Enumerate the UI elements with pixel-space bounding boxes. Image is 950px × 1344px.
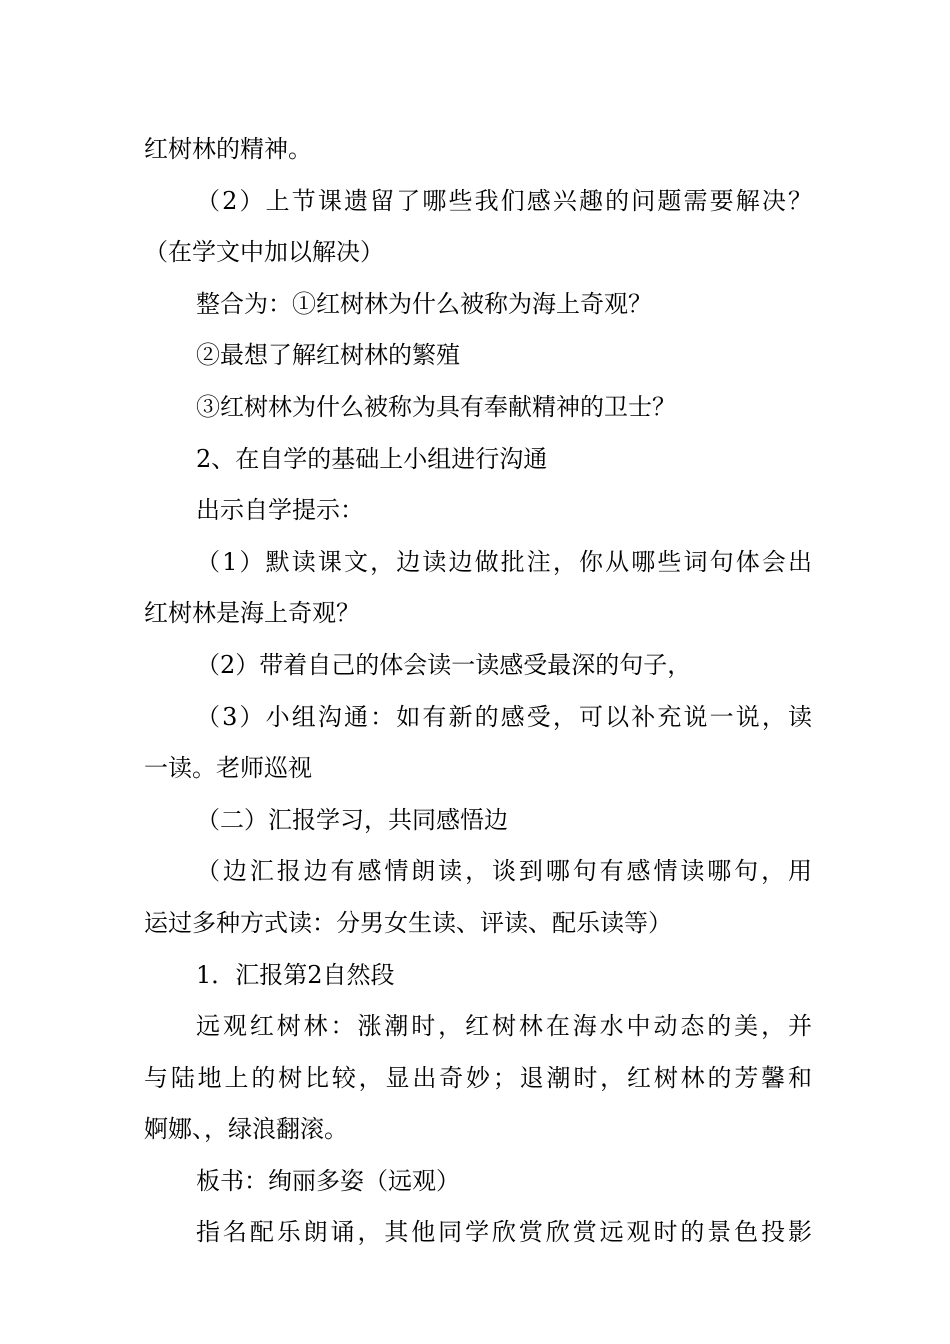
text-line: 与陆地上的树比较，显出奇妙；退潮时，红树林的芳馨和	[144, 1063, 812, 1092]
text-line: 1．汇报第2自然段	[196, 960, 395, 989]
text-line: 远观红树林：涨潮时，红树林在海水中动态的美，并	[196, 1012, 812, 1041]
text-line: ③红树林为什么被称为具有奉献精神的卫士？	[196, 392, 676, 421]
text-line: 婀娜、，绿浪翻滚。	[144, 1115, 348, 1144]
body-text	[144, 124, 812, 1259]
text-line: （边汇报边有感情朗读，谈到哪句有感情读哪句，用	[196, 857, 812, 886]
text-line: （2）带着自己的体会读一读感受最深的句子，	[196, 650, 692, 679]
text-line: 板书：绚丽多姿（远观）	[196, 1166, 460, 1195]
text-line: 出示自学提示：	[196, 496, 364, 525]
text-line: （1）默读课文，边读边做批注，你从哪些词句体会出	[196, 547, 812, 576]
text-line: 红树林是海上奇观？	[144, 599, 360, 628]
text-line: 运过多种方式读：分男女生读、评读、配乐读等）	[144, 908, 672, 937]
text-line: （2）上节课遗留了哪些我们感兴趣的问题需要解决？	[196, 186, 812, 215]
text-line: （3）小组沟通：如有新的感受，可以补充说一说，读	[196, 702, 812, 731]
text-line: （在学文中加以解决）	[144, 238, 384, 267]
text-line: 整合为：①红树林为什么被称为海上奇观？	[196, 289, 652, 318]
text-line: ②最想了解红树林的繁殖	[196, 341, 460, 370]
text-line: 一读。老师巡视	[144, 754, 312, 783]
text-line: 红树林的精神。	[144, 135, 312, 163]
text-line: 指名配乐朗诵，其他同学欣赏欣赏远观时的景色投影	[196, 1218, 812, 1247]
text-line: 2、在自学的基础上小组进行沟通	[196, 444, 548, 473]
text-line: （二）汇报学习，共同感悟边	[196, 805, 508, 834]
